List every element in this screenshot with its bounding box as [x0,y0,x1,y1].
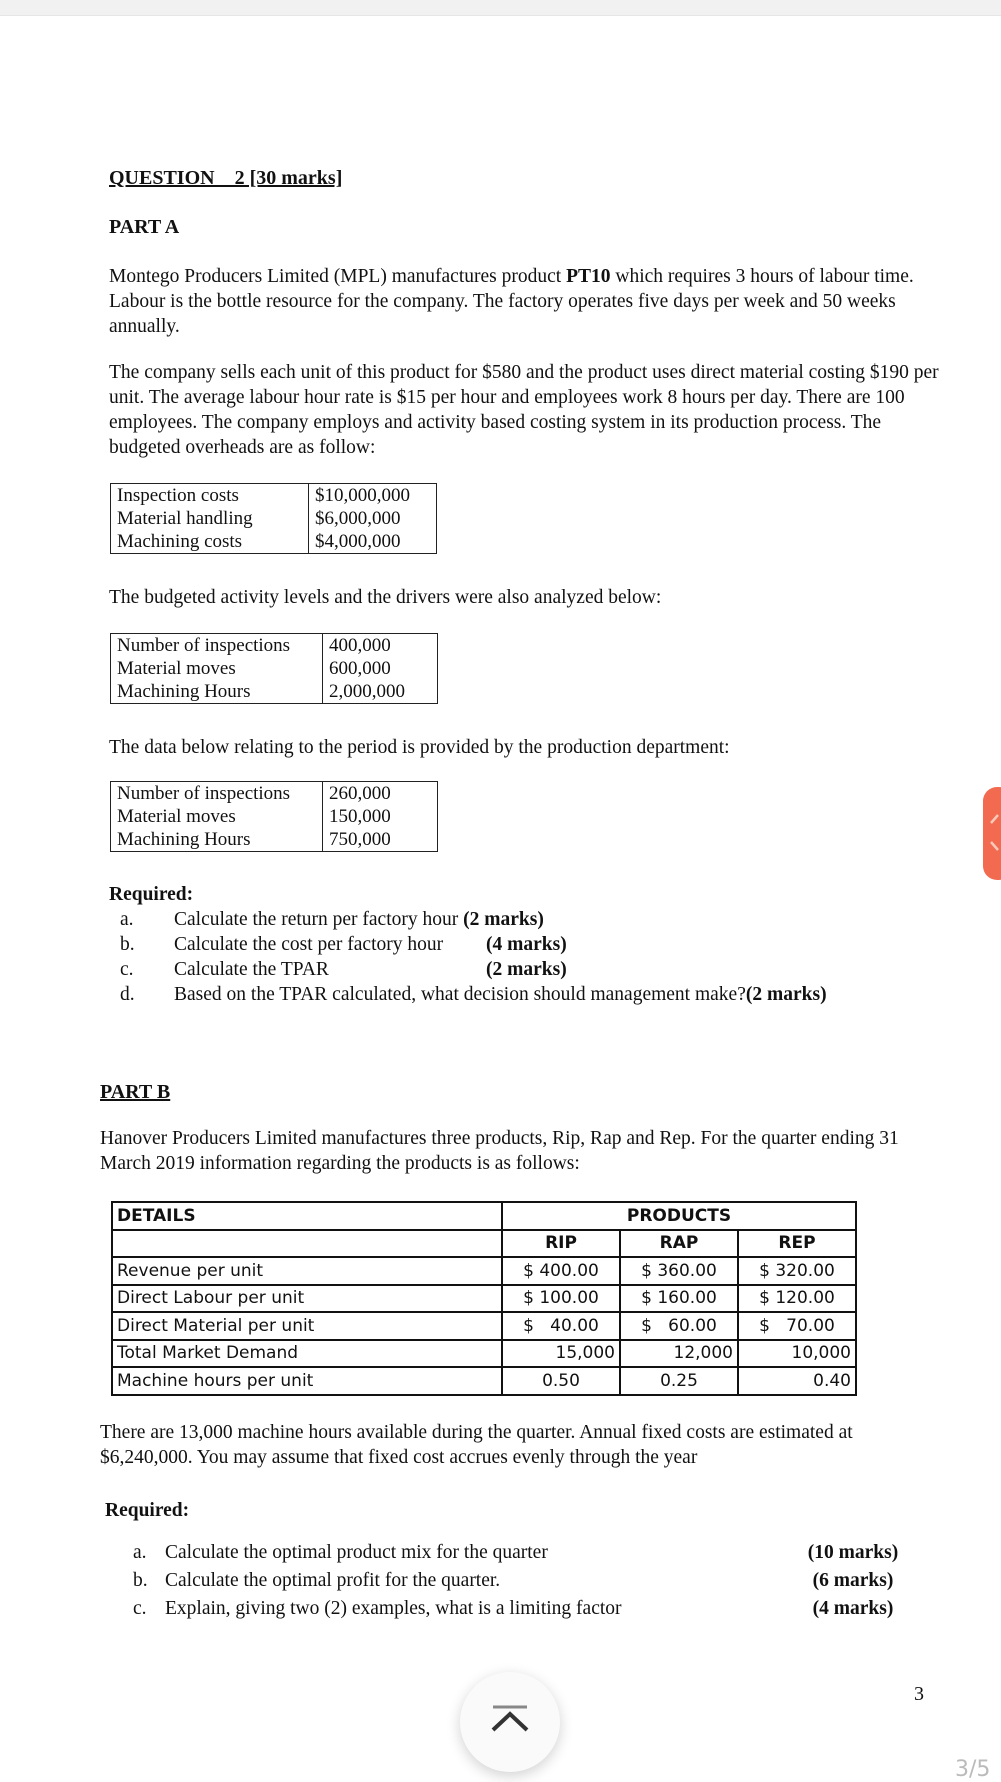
item-text: Explain, giving two (2) examples, what is a limiting factor [165,1598,622,1619]
item-marks: (4 marks) [486,934,567,955]
item-marks: (2 marks) [486,959,567,980]
table-row [112,1285,856,1313]
cell: $ 70.00 [738,1312,856,1340]
cell: 15,000 [502,1340,620,1368]
row-label: Machine hours per unit [112,1367,502,1395]
activity-table [110,633,438,704]
list-item [120,932,827,957]
item-text: Calculate the optimal product mix for the quarter [165,1542,548,1563]
part-b-para2: There are 13,000 machine hours available during the quarter. Annual fixed costs are estimated at $6,240,000. You may assume that fixed cost accrues evenly through the year [100,1422,853,1468]
question-title: QUESTION 2 [30 marks] [109,167,343,189]
item-letter: a. [120,909,134,930]
item-letter: c. [120,959,134,980]
part-a-para2: The company sells each unit of this product for $580 and the product uses direct material costing $190 per unit. The average labour hour rate is $15 per hour and employees work 8 hours per day. There are 100 employees. The company employs and activity based costing system in its production process. The budgeted overheads are as follow: [109,362,939,458]
part-b-heading: PART B [100,1081,171,1103]
cell: Material moves [111,805,323,828]
row-label: Revenue per unit [112,1257,502,1285]
chevron-up-down-icon [983,787,1001,880]
cell: 0.50 [502,1367,620,1395]
row-label: Direct Material per unit [112,1312,502,1340]
table-row [112,1312,856,1340]
list-item [133,1540,903,1568]
side-nav-tab[interactable] [983,787,1001,880]
cell: 0.25 [620,1367,738,1395]
cell: Material moves [111,657,323,680]
cell: $ 160.00 [620,1285,738,1313]
list-item [133,1568,903,1596]
part-a-heading: PART A [109,216,180,238]
text: Montego Producers Limited (MPL) manufactures product [109,266,567,287]
item-letter: d. [120,984,135,1005]
table-row [111,507,437,530]
scroll-to-top-button[interactable] [460,1672,560,1772]
product-header: RIP [502,1230,620,1258]
table-row [111,805,438,828]
cell: 260,000 [323,782,438,806]
part-b-required-list [133,1540,903,1624]
part-a-required-list [120,907,827,1007]
cell: $ 40.00 [502,1312,620,1340]
cell: 10,000 [738,1340,856,1368]
item-letter: b. [133,1570,148,1591]
product-header: RAP [620,1230,738,1258]
page-number: 3 [914,1683,924,1705]
table-row [112,1367,856,1395]
list-item [120,907,827,932]
table-row [111,680,438,704]
item-text: Calculate the cost per factory hour [174,934,444,955]
cell: Inspection costs [111,484,309,508]
cell: $ 320.00 [738,1257,856,1285]
row-label: Total Market Demand [112,1340,502,1368]
table-row [111,782,438,806]
part-a-para1 [109,264,954,339]
item-text: Calculate the TPAR [174,959,329,980]
overheads-table [110,483,437,554]
cell: Number of inspections [111,634,323,658]
row-label: Direct Labour per unit [112,1285,502,1313]
table-row [112,1340,856,1368]
cell: $6,000,000 [309,507,437,530]
cell: 750,000 [323,828,438,852]
table-header-row [112,1230,856,1258]
cell: Machining Hours [111,828,323,852]
item-marks: (4 marks) [812,1598,894,1619]
cell: $10,000,000 [309,484,437,508]
item-marks: (10 marks) [807,1542,899,1563]
item-letter: c. [133,1598,147,1619]
text: which requires 3 hours of labour time. Labour is the bottle resource for the company. The factory operates five days per week and 50 weeks annually. [109,266,914,337]
cell: Material handling [111,507,309,530]
period-intro: The data below relating to the period is provided by the production department: [109,737,730,758]
cell: $ 100.00 [502,1285,620,1313]
cell: Number of inspections [111,782,323,806]
cell: 12,000 [620,1340,738,1368]
item-marks: (2 marks) [745,984,827,1005]
table-row [111,828,438,852]
list-item [133,1596,903,1624]
cell: $ 60.00 [620,1312,738,1340]
item-marks: (6 marks) [812,1570,894,1591]
item-marks: (2 marks) [463,909,544,930]
table-row [111,634,438,658]
cell: 2,000,000 [323,680,438,704]
item-text: Calculate the optimal profit for the quarter. [165,1570,501,1591]
activity-intro: The budgeted activity levels and the drivers were also analyzed below: [109,587,662,608]
products-table [111,1201,857,1396]
page-indicator: 3/5 [955,1757,991,1782]
item-letter: a. [133,1542,147,1563]
cell: 400,000 [323,634,438,658]
part-b-para1: Hanover Producers Limited manufactures three products, Rip, Rap and Rep. For the quarter ending 31 March 2019 information regarding the products is as follows: [100,1128,899,1174]
top-bar [0,0,1001,16]
table-header-row [112,1202,856,1230]
list-item [120,957,827,982]
cell: 150,000 [323,805,438,828]
part-a-required-label: Required: [109,884,194,905]
cell: 0.40 [738,1367,856,1395]
product-code: PT10 [566,266,611,287]
product-header: REP [738,1230,856,1258]
table-row [112,1257,856,1285]
table-row [111,657,438,680]
cell: Machining costs [111,530,309,554]
cell: Machining Hours [111,680,323,704]
item-text: Based on the TPAR calculated, what decision should management make? [174,984,746,1005]
cell [112,1230,502,1258]
item-text: Calculate the return per factory hour [174,909,464,930]
part-b-required-label: Required: [105,1500,190,1521]
details-header: DETAILS [112,1202,502,1230]
cell: $ 120.00 [738,1285,856,1313]
list-item [120,982,827,1007]
item-letter: b. [120,934,135,955]
cell: $ 360.00 [620,1257,738,1285]
table-row [111,484,437,508]
period-table [110,781,438,852]
scroll-to-top-icon [460,1672,560,1772]
cell: $4,000,000 [309,530,437,554]
table-row [111,530,437,554]
cell: $ 400.00 [502,1257,620,1285]
cell: 600,000 [323,657,438,680]
products-header: PRODUCTS [502,1202,856,1230]
